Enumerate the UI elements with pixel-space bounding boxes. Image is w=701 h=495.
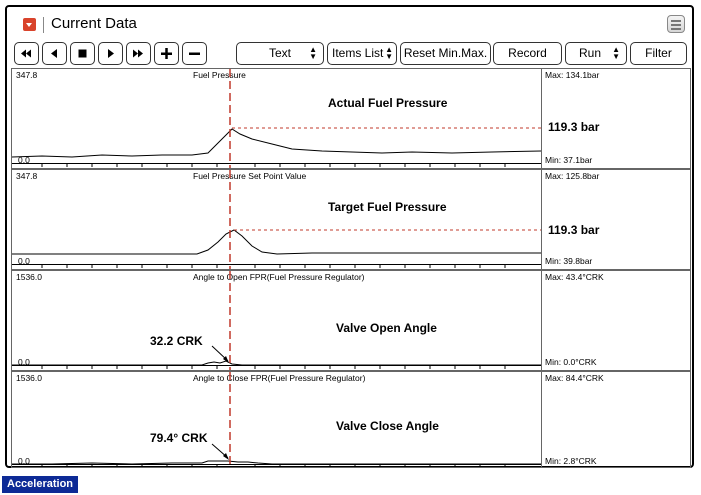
axis-top-value: 347.8	[16, 70, 38, 80]
graph-value-label: 79.4° CRK	[150, 431, 208, 445]
graph-fuel-pressure-set-point	[11, 169, 691, 270]
axis-bottom-value: 0.0	[18, 357, 30, 367]
status-label: Acceleration	[2, 476, 78, 493]
fuel-pressure-trace	[12, 129, 541, 157]
filter-button[interactable]	[630, 42, 687, 65]
graph-angle-close-fpr	[11, 371, 691, 468]
record-button[interactable]	[493, 42, 562, 65]
fast-forward-button[interactable]	[126, 42, 151, 65]
axis-bottom-value: 0.0	[18, 456, 30, 466]
trace-svg	[12, 372, 541, 467]
trace-svg	[12, 170, 541, 269]
select-arrows-icon: ▲ ▼	[309, 45, 317, 61]
graph-annotation: Actual Fuel Pressure	[328, 96, 448, 110]
min-value: Min: 2.8°CRK	[545, 456, 597, 466]
min-value: Min: 39.8bar	[545, 256, 593, 266]
reset-min-max-label: Reset Min.Max.	[403, 46, 488, 60]
window-title: Current Data	[51, 15, 137, 32]
graph-angle-open-fpr	[11, 270, 691, 371]
run-select[interactable]	[565, 42, 627, 65]
min-value: Min: 37.1bar	[545, 155, 593, 165]
graph-name: Angle to Close FPR(Fuel Pressure Regulator)	[193, 373, 366, 383]
run-label: Run	[578, 46, 601, 60]
graph-value-label: 119.3 bar	[548, 120, 600, 134]
text-select-label: Text	[268, 46, 291, 60]
trace-svg	[12, 271, 541, 370]
step-back-button[interactable]	[42, 42, 67, 65]
minmax-panel	[541, 170, 691, 269]
minmax-panel	[541, 271, 691, 370]
graph-annotation: Valve Open Angle	[336, 321, 437, 335]
axis-bottom-value: 0.0	[18, 256, 30, 266]
stop-button[interactable]	[70, 42, 95, 65]
record-label: Record	[508, 46, 547, 60]
axis-top-value: 347.8	[16, 171, 38, 181]
fast-forward-icon	[127, 43, 150, 64]
plot-area	[12, 372, 541, 467]
dropdown-icon[interactable]	[23, 18, 36, 31]
plus-icon	[155, 43, 178, 64]
max-value: Max: 43.4°CRK	[545, 272, 604, 282]
trace-svg	[12, 69, 541, 168]
play-icon	[99, 43, 122, 64]
current-data-window	[5, 5, 694, 468]
graph-name: Fuel Pressure	[193, 70, 246, 80]
fast-rewind-icon	[15, 43, 38, 64]
max-value: Max: 125.8bar	[545, 171, 600, 181]
axis-bottom-value: 0.0	[18, 155, 30, 165]
graph-name: Fuel Pressure Set Point Value	[193, 171, 307, 181]
select-arrows-icon: ▲ ▼	[385, 45, 393, 61]
zoom-out-button[interactable]	[182, 42, 207, 65]
minmax-panel	[541, 372, 691, 467]
reset-min-max-button[interactable]	[400, 42, 491, 65]
step-back-icon	[43, 43, 66, 64]
axis-top-value: 1536.0	[16, 373, 42, 383]
select-arrows-icon: ▲ ▼	[612, 45, 620, 61]
stop-icon	[71, 43, 94, 64]
zoom-in-button[interactable]	[154, 42, 179, 65]
min-value: Min: 0.0°CRK	[545, 357, 597, 367]
text-select[interactable]	[236, 42, 324, 65]
menu-icon[interactable]	[667, 15, 685, 33]
graph-fuel-pressure	[11, 68, 691, 169]
max-value: Max: 84.4°CRK	[545, 373, 604, 383]
play-button[interactable]	[98, 42, 123, 65]
title-bar	[7, 7, 692, 41]
angle-close-trace	[12, 461, 541, 464]
minmax-panel	[541, 69, 691, 168]
fast-rewind-button[interactable]	[14, 42, 39, 65]
graph-name: Angle to Open FPR(Fuel Pressure Regulator)	[193, 272, 365, 282]
title-separator	[43, 17, 44, 33]
minus-icon	[183, 43, 206, 64]
set-point-trace	[12, 230, 541, 254]
items-list-label: Items List	[332, 46, 384, 60]
max-value: Max: 134.1bar	[545, 70, 600, 80]
items-list-select[interactable]	[327, 42, 397, 65]
graph-annotation: Target Fuel Pressure	[328, 200, 447, 214]
graph-annotation: Valve Close Angle	[336, 419, 439, 433]
graph-value-label: 119.3 bar	[548, 223, 600, 237]
plot-area	[12, 271, 541, 370]
graph-value-label: 32.2 CRK	[150, 334, 203, 348]
axis-top-value: 1536.0	[16, 272, 42, 282]
angle-open-trace	[12, 361, 541, 365]
filter-label: Filter	[645, 46, 672, 60]
